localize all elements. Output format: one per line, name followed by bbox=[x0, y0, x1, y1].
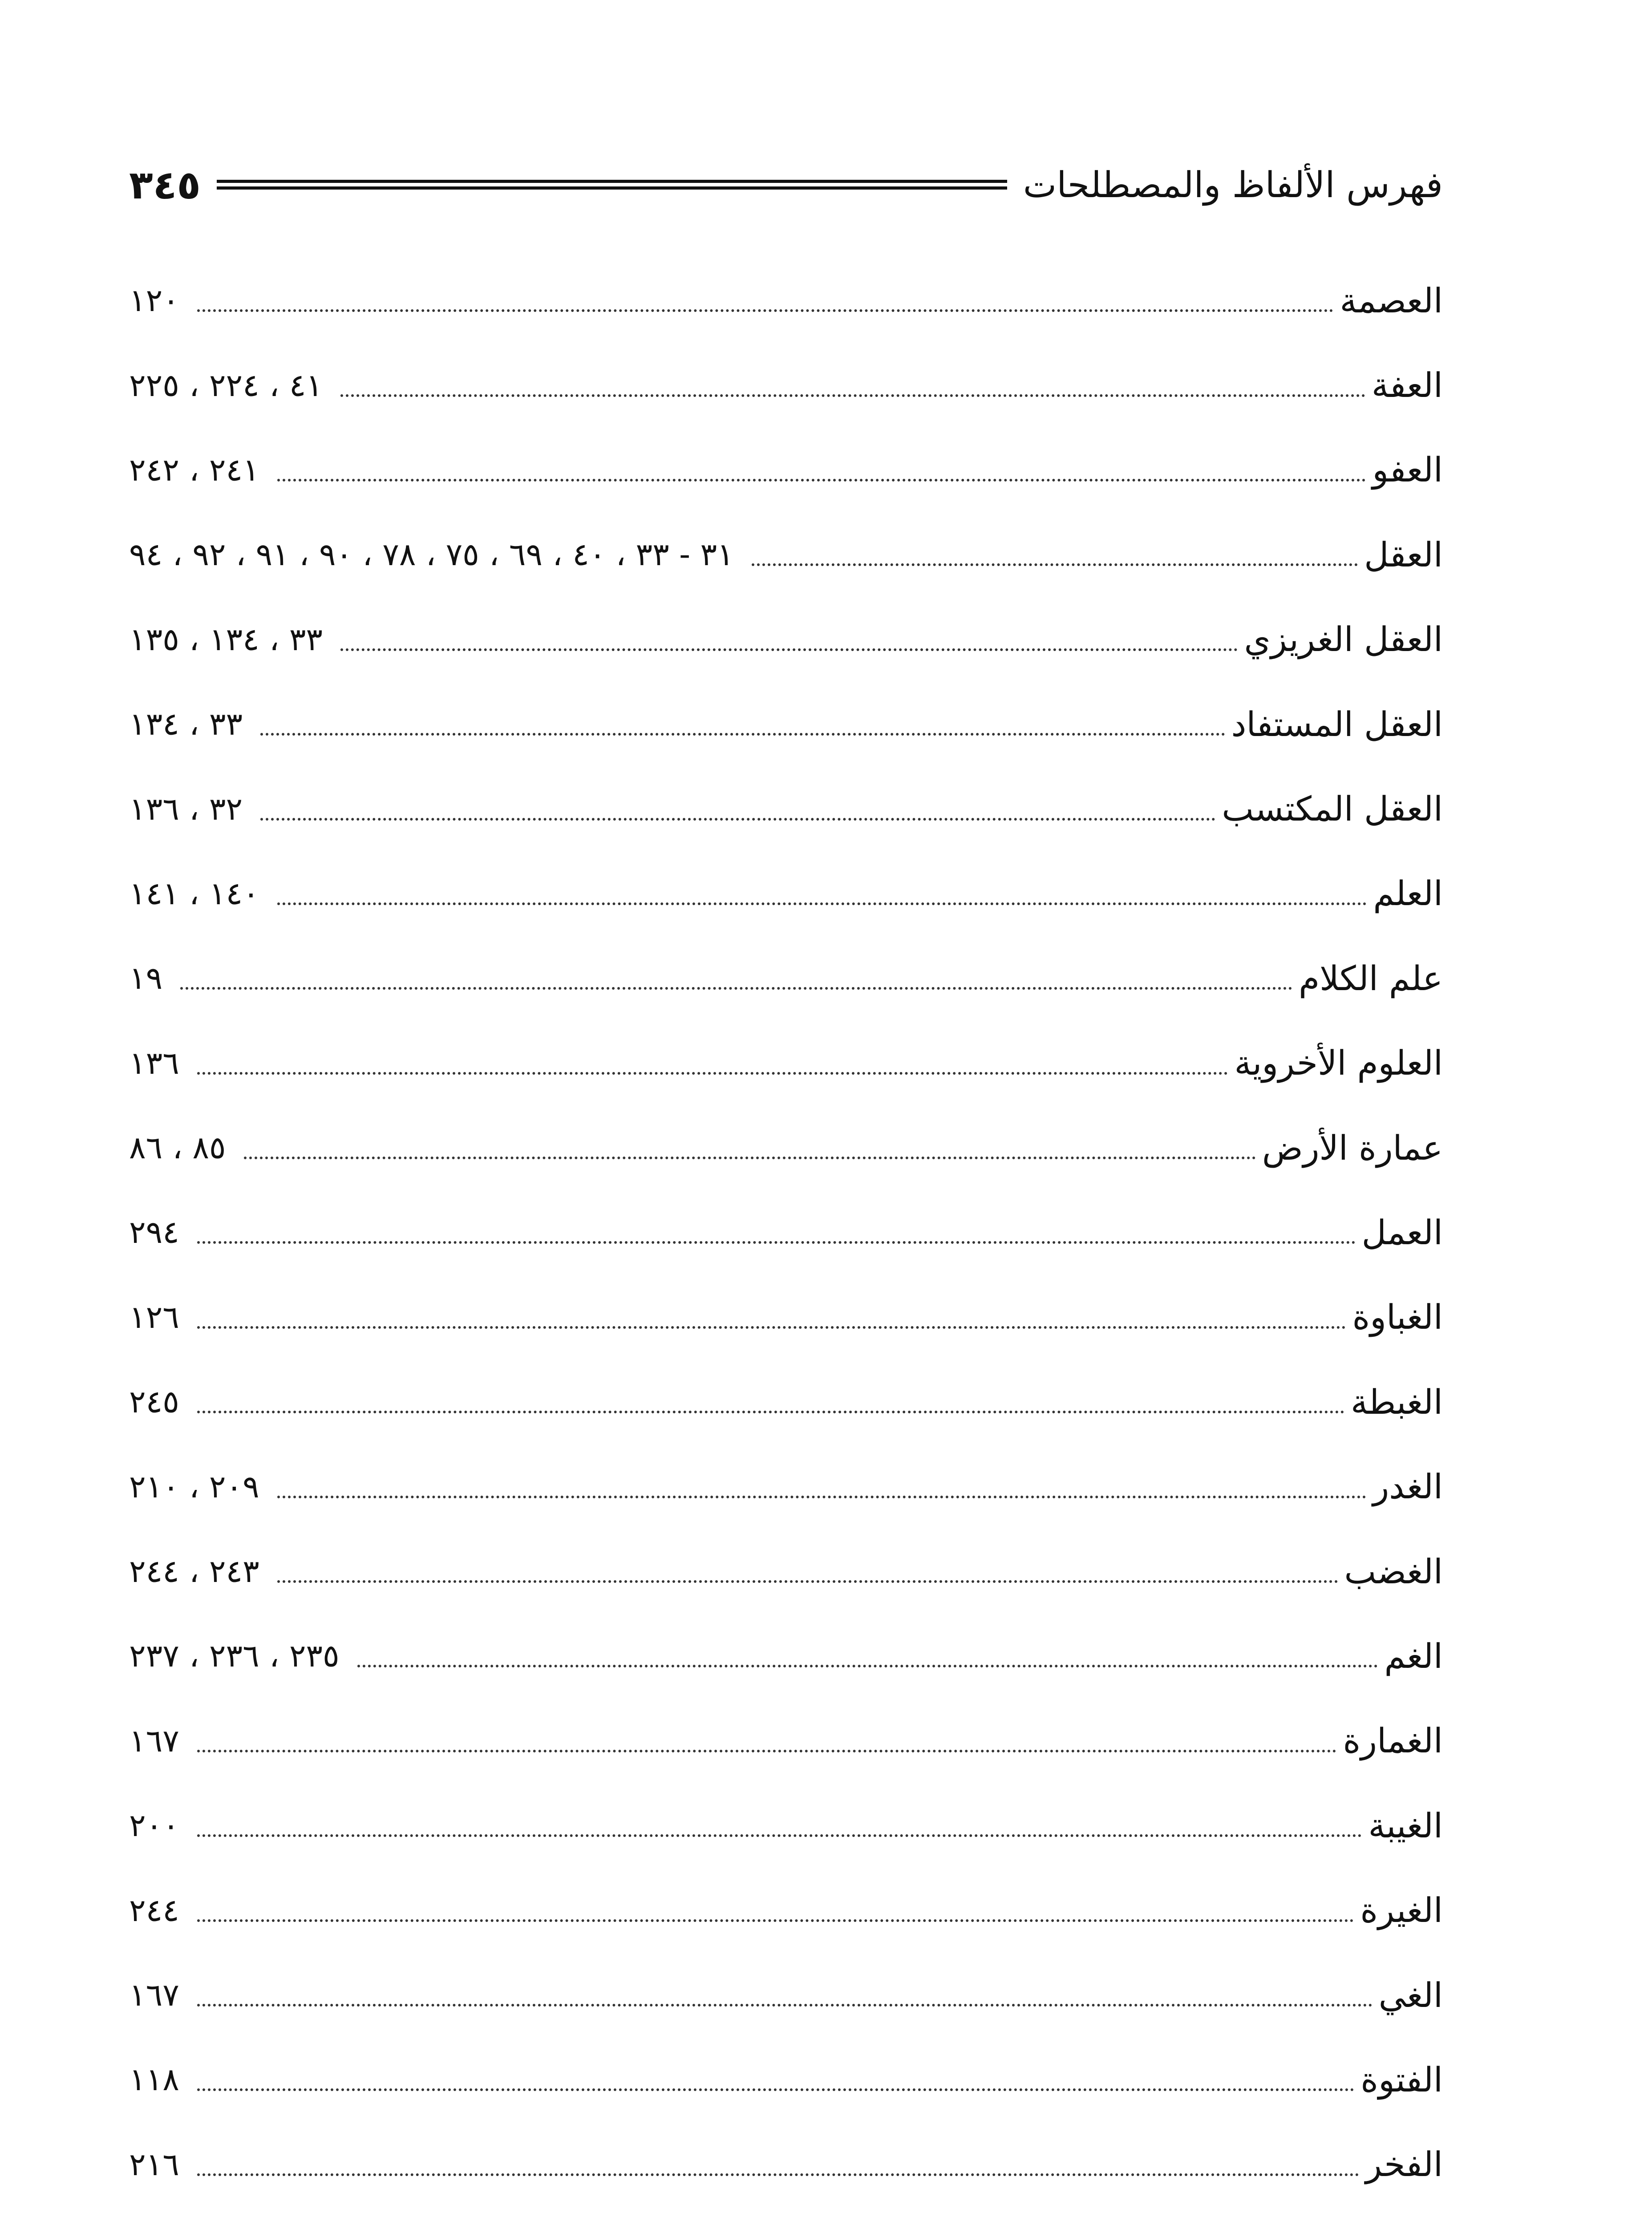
index-term: علم الكلام bbox=[1299, 958, 1443, 998]
index-pages: ٢٤٣ ، ٢٤٤ bbox=[129, 1553, 259, 1590]
index-entry bbox=[129, 258, 1443, 343]
index-pages: ٢٩٤ bbox=[129, 1214, 179, 1251]
index-entry bbox=[129, 936, 1443, 1020]
index-term: عمارة الأرض bbox=[1262, 1128, 1443, 1168]
dot-leader bbox=[197, 1919, 1354, 1922]
index-entry bbox=[129, 1359, 1443, 1444]
index-pages: ١٢٠ bbox=[129, 282, 179, 319]
dot-leader bbox=[197, 1834, 1362, 1837]
index-pages: ١٦٧ bbox=[129, 1977, 179, 2013]
index-pages: ٣٣ ، ١٣٤ ، ١٣٥ bbox=[129, 621, 323, 658]
dot-leader bbox=[260, 818, 1215, 821]
dot-leader bbox=[197, 1411, 1344, 1413]
index-entry bbox=[129, 343, 1443, 427]
index-pages: ١١٨ bbox=[129, 2061, 179, 2098]
index-entry bbox=[129, 682, 1443, 766]
dot-leader bbox=[197, 1072, 1228, 1075]
index-pages: ٢٤٥ bbox=[129, 1384, 179, 1420]
dot-leader bbox=[277, 479, 1366, 481]
index-term: العفة bbox=[1371, 365, 1443, 405]
dot-leader bbox=[197, 2004, 1373, 2007]
index-term: العقل المستفاد bbox=[1231, 704, 1443, 744]
index-entry bbox=[129, 766, 1443, 851]
index-entry bbox=[129, 851, 1443, 936]
index-entry bbox=[129, 1105, 1443, 1190]
index-pages: ٢٤٤ bbox=[129, 1892, 179, 1929]
index-entry bbox=[129, 597, 1443, 682]
index-term: العقل المكتسب bbox=[1222, 789, 1443, 829]
index-pages: ٢٣٥ ، ٢٣٦ ، ٢٣٧ bbox=[129, 1638, 340, 1675]
dot-leader bbox=[340, 394, 1365, 397]
index-term: الغبطة bbox=[1351, 1382, 1443, 1422]
index-entry bbox=[129, 1190, 1443, 1274]
index-entry bbox=[129, 512, 1443, 597]
dot-leader bbox=[340, 648, 1238, 651]
index-pages: ١٦٧ bbox=[129, 1722, 179, 1759]
dot-leader bbox=[244, 1157, 1256, 1159]
index-entry bbox=[129, 1614, 1443, 1698]
index-entries bbox=[129, 258, 1443, 2225]
index-pages: ٢٤١ ، ٢٤٢ bbox=[129, 451, 259, 488]
index-term: الغيبة bbox=[1368, 1805, 1443, 1845]
index-pages: ١٩ bbox=[129, 960, 163, 997]
index-term: الغي bbox=[1378, 1975, 1443, 2015]
index-entry bbox=[129, 1953, 1443, 2037]
index-term: العفو bbox=[1372, 450, 1443, 490]
dot-leader bbox=[752, 563, 1358, 566]
index-term: الغدر bbox=[1373, 1467, 1443, 1507]
index-entry bbox=[129, 1021, 1443, 1105]
index-pages: ١٢٦ bbox=[129, 1299, 179, 1335]
dot-leader bbox=[197, 1326, 1346, 1329]
index-term: الغمارة bbox=[1343, 1721, 1443, 1761]
index-term: العمل bbox=[1361, 1212, 1443, 1252]
index-entry bbox=[129, 1783, 1443, 1868]
index-entry bbox=[129, 2037, 1443, 2122]
dot-leader bbox=[277, 902, 1367, 905]
dot-leader bbox=[260, 733, 1225, 736]
index-entry bbox=[129, 1444, 1443, 1529]
index-term: العقل bbox=[1364, 534, 1443, 574]
header-title: فهرس الألفاظ والمصطلحات bbox=[1023, 164, 1443, 206]
index-pages: ١٣٦ bbox=[129, 1044, 179, 1081]
dot-leader bbox=[197, 1750, 1337, 1752]
index-entry bbox=[129, 1868, 1443, 1952]
dot-leader bbox=[197, 309, 1334, 312]
index-entry bbox=[129, 428, 1443, 512]
index-term: العصمة bbox=[1340, 280, 1443, 320]
dot-leader bbox=[197, 2173, 1359, 2176]
index-pages: ٤١ ، ٢٢٤ ، ٢٢٥ bbox=[129, 367, 323, 404]
dot-leader bbox=[180, 987, 1292, 990]
index-pages: ٢٠٠ bbox=[129, 1807, 179, 1844]
index-pages: ٢٠٩ ، ٢١٠ bbox=[129, 1468, 259, 1505]
index-pages: ٣٢ ، ١٣٦ bbox=[129, 790, 243, 827]
index-entry bbox=[129, 1275, 1443, 1359]
index-term: الفخر bbox=[1365, 2144, 1443, 2185]
dot-leader bbox=[277, 1580, 1338, 1583]
index-term: الغم bbox=[1384, 1636, 1443, 1676]
index-pages: ٣١ - ٣٣ ، ٤٠ ، ٦٩ ، ٧٥ ، ٧٨ ، ٩٠ ، ٩١ ، ٩٢ ، ٩٤ bbox=[129, 536, 734, 573]
dot-leader bbox=[357, 1665, 1378, 1667]
index-term: العلم bbox=[1373, 874, 1443, 914]
index-term: الغباوة bbox=[1352, 1297, 1443, 1337]
running-header bbox=[129, 154, 1443, 216]
index-entry bbox=[129, 1529, 1443, 1614]
page-number: ٣٤٥ bbox=[129, 162, 201, 208]
index-term: الغيرة bbox=[1360, 1890, 1443, 1930]
dot-leader bbox=[197, 1241, 1356, 1244]
index-entry bbox=[129, 1699, 1443, 1783]
index-term: الغضب bbox=[1344, 1551, 1443, 1591]
index-pages: ٨٥ ، ٨٦ bbox=[129, 1129, 226, 1166]
dot-leader bbox=[277, 1496, 1367, 1498]
index-term: العلوم الأخروية bbox=[1234, 1043, 1443, 1083]
index-entry bbox=[129, 2207, 1443, 2225]
index-pages: ٢١٦ bbox=[129, 2146, 179, 2183]
index-entry bbox=[129, 2122, 1443, 2207]
header-double-rule bbox=[217, 180, 1007, 190]
index-term: الفتوة bbox=[1360, 2059, 1443, 2100]
index-pages: ٣٣ ، ١٣٤ bbox=[129, 706, 243, 743]
dot-leader bbox=[197, 2088, 1354, 2091]
index-pages: ١٤٠ ، ١٤١ bbox=[129, 875, 259, 912]
index-term: العقل الغريزي bbox=[1244, 619, 1443, 659]
